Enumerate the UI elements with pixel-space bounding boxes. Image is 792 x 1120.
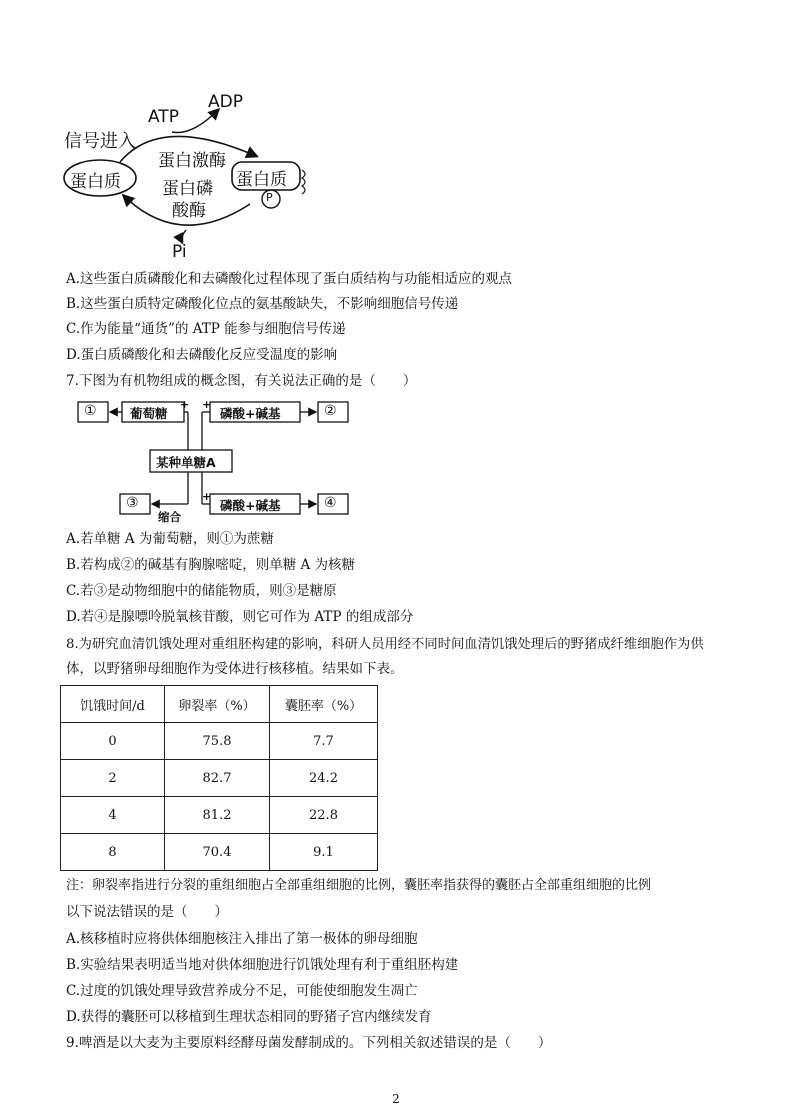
q8-option-d: D.获得的囊胚可以移植到生理状态相同的野猪子宫内继续发育 [66, 1009, 432, 1025]
phosphorylation-diagram [60, 92, 330, 262]
q8-stem-line1: 8.为研究血清饥饿处理对重组胚构建的影响，科研人员用经不同时间血清饥饿处理后的野猪成纤维细胞作为供 [66, 637, 704, 652]
adp-label: ADP [208, 92, 243, 112]
table-cell: 81.2 [165, 797, 270, 834]
table-cell: 4 [61, 797, 165, 834]
label-phos-base-top: 磷酸+碱基 [220, 406, 281, 421]
kinase-label: 蛋白激酶 [158, 151, 226, 171]
label-n2: ② [324, 403, 337, 419]
table-cell: 2 [61, 760, 165, 797]
table-cell: 7.7 [270, 723, 378, 760]
phosphate-p-label: P [266, 191, 273, 204]
results-table [60, 685, 378, 871]
table-row [61, 797, 378, 834]
pi-label: Pi [172, 242, 187, 262]
label-n4: ④ [324, 495, 337, 511]
label-n1: ① [84, 403, 97, 419]
table-cell: 24.2 [270, 760, 378, 797]
table-cell: 70.4 [165, 834, 270, 871]
table-cell: 75.8 [165, 723, 270, 760]
table-header-cell: 囊胚率（%） [270, 686, 378, 723]
q6-option-d: D.蛋白质磷酸化和去磷酸化反应受温度的影响 [66, 347, 338, 363]
q8-option-c: C.过度的饥饿处理导致营养成分不足，可能使细胞发生凋亡 [66, 983, 418, 999]
label-plus-top-left: + [180, 398, 190, 411]
q7-option-b: B.若构成②的碱基有胸腺嘧啶，则单糖 A 为核糖 [66, 557, 356, 573]
q7-option-a: A.若单糖 A 为葡萄糖，则①为蔗糖 [66, 531, 274, 547]
label-n3: ③ [126, 495, 139, 511]
label-plus-bottom: + [202, 490, 212, 503]
q6-option-a: A.这些蛋白质磷酸化和去磷酸化过程体现了蛋白质结构与功能相适应的观点 [66, 271, 513, 287]
q6-option-b: B.这些蛋白质特定磷酸化位点的氨基酸缺失，不影响细胞信号传递 [66, 296, 459, 312]
table-row [61, 760, 378, 797]
table-cell: 9.1 [270, 834, 378, 871]
q8-option-a: A.核移植时应将供体细胞核注入排出了第一极体的卵母细胞 [66, 931, 418, 947]
q7-option-d: D.若④是腺嘌呤脱氧核苷酸，则它可作为 ATP 的组成部分 [66, 609, 414, 625]
table-cell: 0 [61, 723, 165, 760]
q9-stem: 9.啤酒是以大麦为主要原料经酵母菌发酵制成的。下列相关叙述错误的是（ ） [66, 1035, 552, 1051]
table-row [61, 834, 378, 871]
phosphatase-label-line1: 蛋白磷 [162, 179, 213, 199]
table-cell: 82.7 [165, 760, 270, 797]
q8-option-b: B.实验结果表明适当地对供体细胞进行饥饿处理有利于重组胚构建 [66, 957, 459, 973]
q8-stem-line2: 体，以野猪卵母细胞作为受体进行核移植。结果如下表。 [66, 661, 404, 677]
label-plus-top-right: + [202, 398, 212, 411]
label-sugar-a: 某种单糖A [156, 455, 216, 470]
table-header-row [61, 686, 378, 723]
q6-option-c: C.作为能量“通货”的 ATP 能参与细胞信号传递 [66, 321, 346, 337]
q7-stem: 7.下图为有机物组成的概念图，有关说法正确的是（ ） [66, 373, 417, 389]
concept-diagram [74, 396, 364, 524]
q7-option-c: C.若③是动物细胞中的储能物质，则③是糖原 [66, 583, 337, 599]
concept-diagram-svg [74, 396, 364, 524]
signal-squiggle [302, 170, 305, 194]
signal-in-label: 信号进入 [64, 131, 136, 152]
q8-note: 注：卵裂率指进行分裂的重组细胞占全部重组细胞的比例，囊胚率指获得的囊胚占全部重组细胞的比例 [66, 878, 652, 893]
protein-right-label: 蛋白质 [236, 170, 287, 190]
protein-left-label: 蛋白质 [70, 172, 121, 192]
page-number: 2 [392, 1092, 400, 1106]
q8-question: 以下说法错误的是（ ） [66, 904, 228, 920]
table-header-cell: 饥饿时间/d [61, 686, 165, 723]
phosphatase-label-line2: 酸酶 [172, 201, 206, 221]
table-header-cell: 卵裂率（%） [165, 686, 270, 723]
table-cell: 22.8 [270, 797, 378, 834]
atp-label: ATP [148, 107, 179, 127]
table-row [61, 723, 378, 760]
table-cell: 8 [61, 834, 165, 871]
label-condense: 缩合 [158, 510, 181, 524]
label-glucose: 葡萄糖 [130, 406, 168, 421]
pi-arrow [182, 230, 187, 242]
label-phos-base-bottom: 磷酸+碱基 [220, 498, 281, 513]
